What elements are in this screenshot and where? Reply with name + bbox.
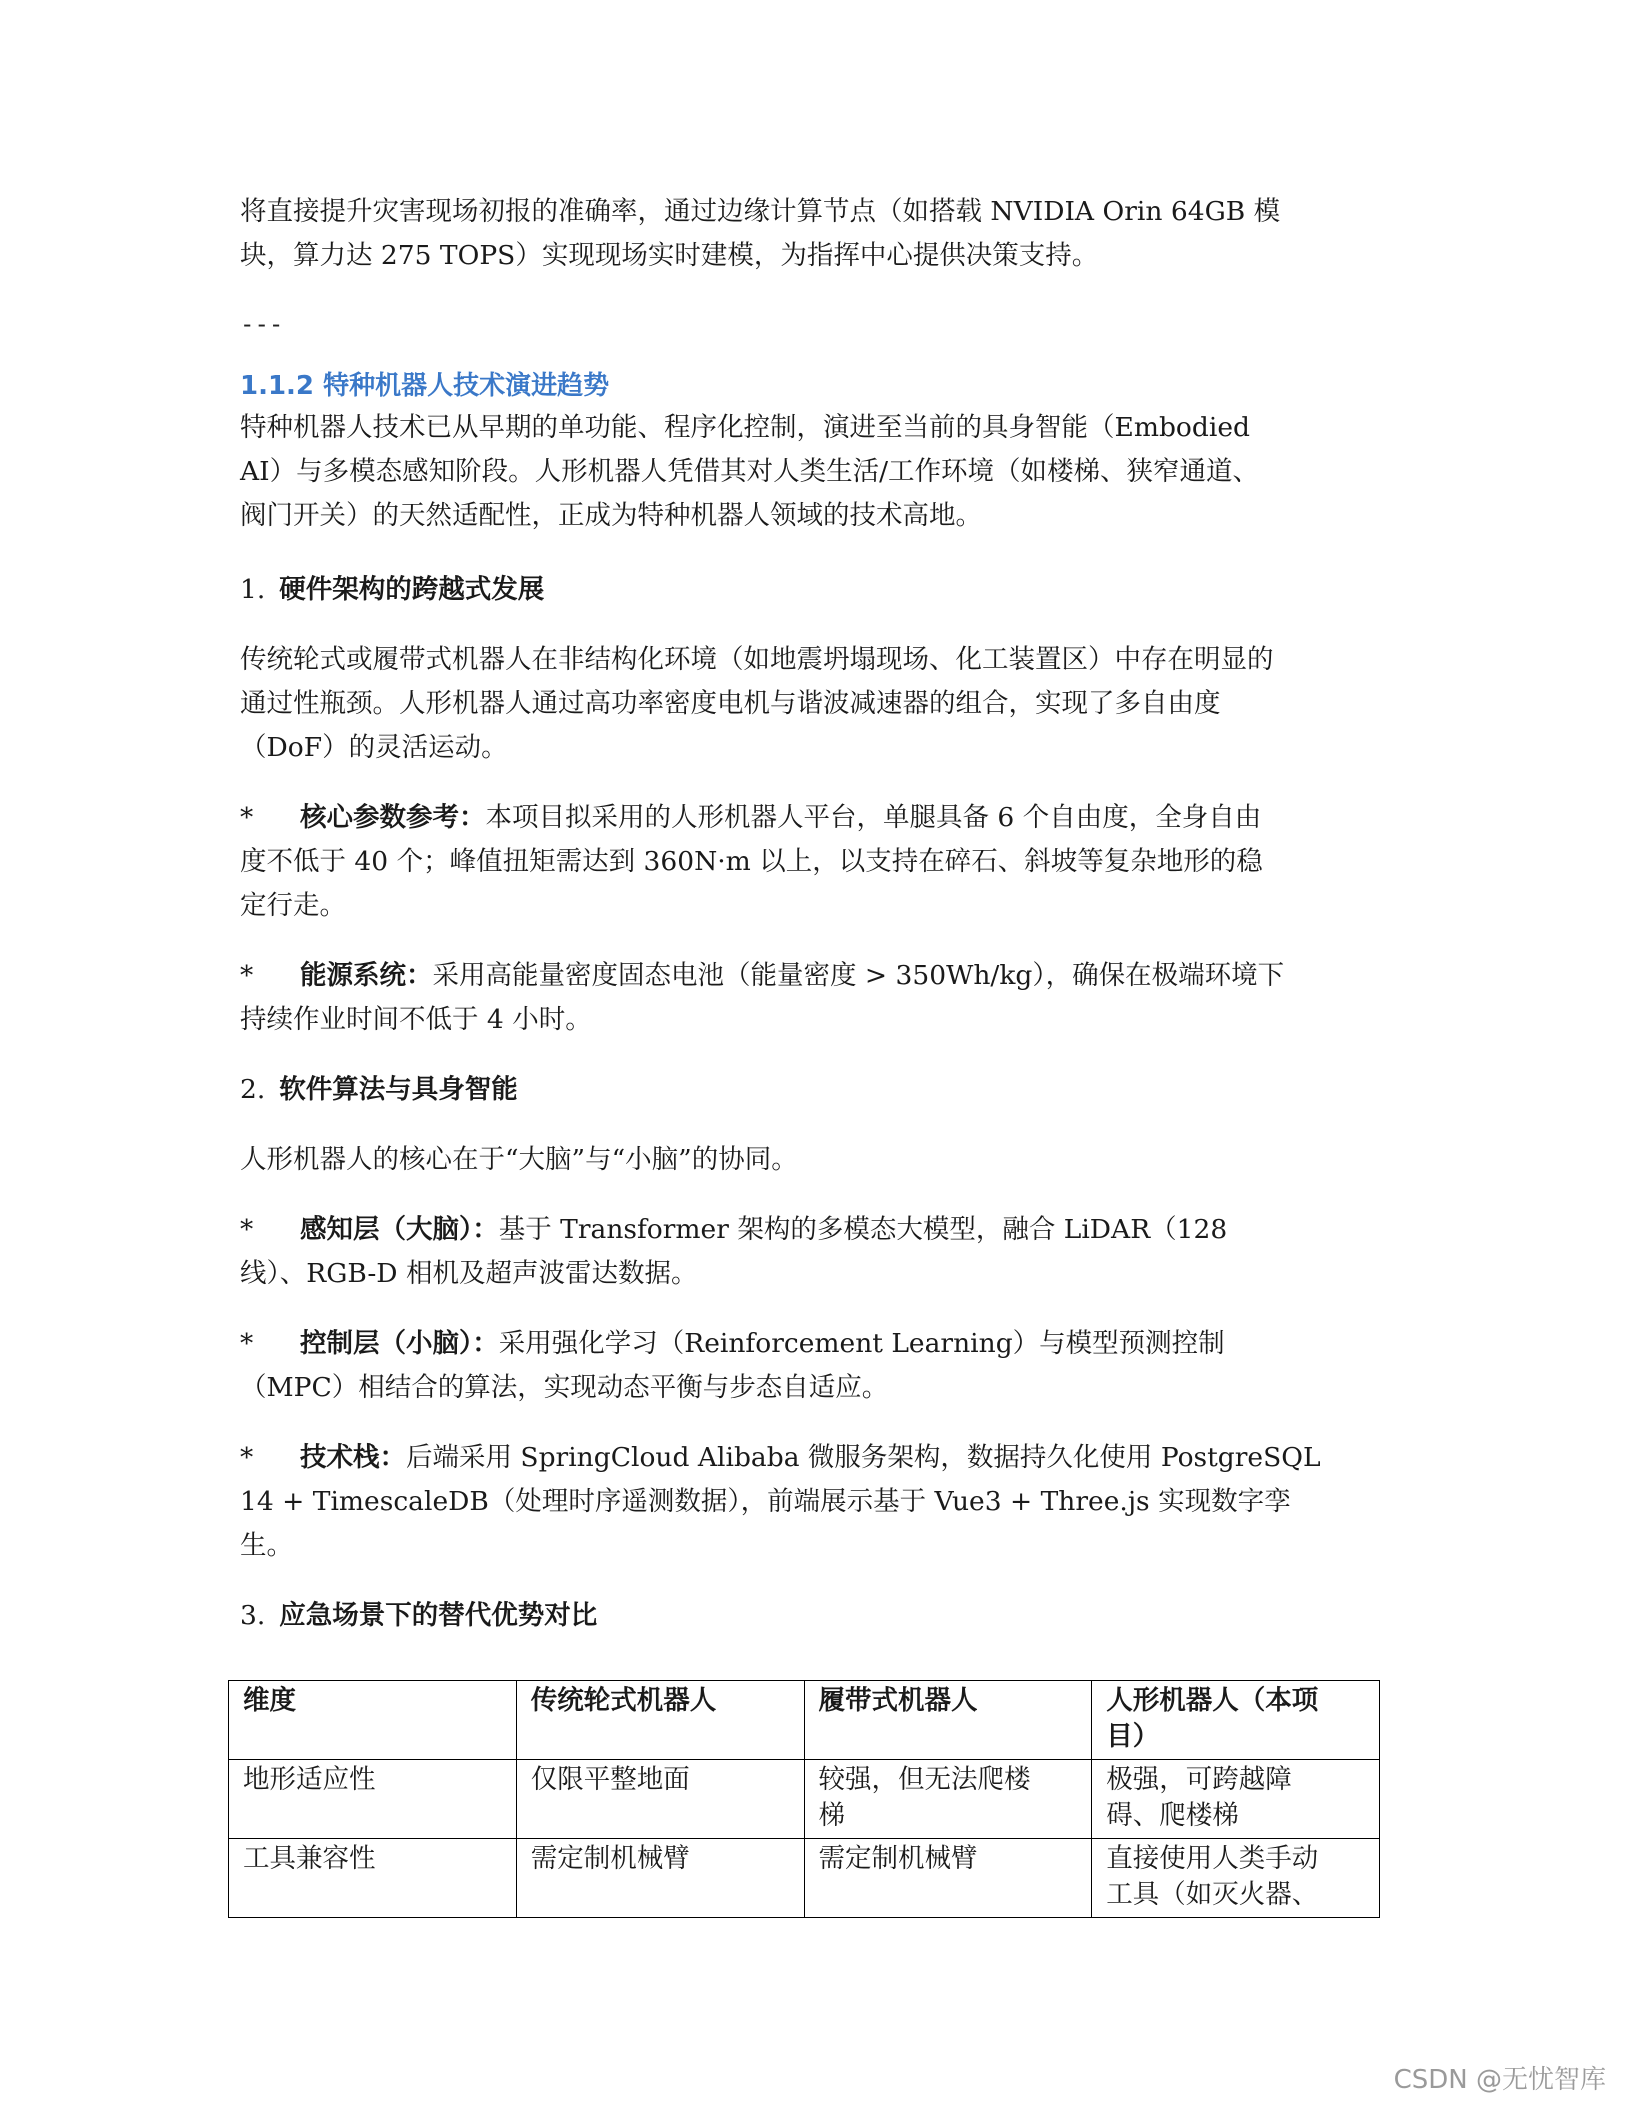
bullet-item <box>240 954 1400 1042</box>
bullet-item <box>240 1322 1400 1410</box>
bullet-text: 持续作业时间不低于 4 小时。 <box>240 1004 592 1035</box>
subsection-heading-2 <box>240 1068 1400 1112</box>
table-cell: 仅限平整地面 <box>516 1760 804 1839</box>
subsection-title: 软件算法与具身智能 <box>279 1074 518 1105</box>
bullet-marker: * <box>240 802 254 833</box>
table-header-row <box>229 1681 1380 1760</box>
bullet-item <box>240 1436 1400 1568</box>
intro-line-2: 块，算力达 275 TOPS）实现现场实时建模，为指挥中心提供决策支持。 <box>240 240 1099 271</box>
bullet-text: （MPC）相结合的算法，实现动态平衡与步态自适应。 <box>240 1372 889 1403</box>
s2-para: 人形机器人的核心在于“大脑”与“小脑”的协同。 <box>240 1144 798 1175</box>
bullet-label: 感知层（大脑）： <box>300 1214 499 1245</box>
subsection-title: 应急场景下的替代优势对比 <box>279 1600 598 1631</box>
bullet-text: 14 + TimescaleDB（处理时序遥测数据），前端展示基于 Vue3 + Three.js 实现数字孪 <box>240 1486 1291 1517</box>
comparison-table <box>228 1680 1380 1918</box>
bullet-text: 基于 Transformer 架构的多模态大模型，融合 LiDAR（128 <box>498 1214 1228 1245</box>
bullet-label: 能源系统： <box>300 960 433 991</box>
bullet-item <box>240 796 1400 928</box>
subsection-title: 硬件架构的跨越式发展 <box>279 574 545 605</box>
table-header-cell: 传统轮式机器人 <box>516 1681 804 1760</box>
bullet-text: 生。 <box>240 1530 293 1561</box>
bullet-marker: * <box>240 1328 254 1359</box>
table-cell: 需定制机械臂 <box>804 1839 1092 1918</box>
table-cell: 工具兼容性 <box>229 1839 517 1918</box>
table-cell: 地形适应性 <box>229 1760 517 1839</box>
bullet-label: 控制层（小脑）： <box>300 1328 499 1359</box>
bullet-marker: * <box>240 1214 254 1245</box>
bullet-label: 技术栈： <box>300 1442 406 1473</box>
s1-para-line-3: （DoF）的灵活运动。 <box>240 732 508 763</box>
bullet-text: 线）、RGB-D 相机及超声波雷达数据。 <box>240 1258 698 1289</box>
document-page <box>240 190 1400 1638</box>
section-intro-line-2: AI）与多模态感知阶段。人形机器人凭借其对人类生活/工作环境（如楼梯、狭窄通道、 <box>240 456 1260 487</box>
section-heading: 1.1.2 特种机器人技术演进趋势 <box>240 371 610 401</box>
subsection-number: 2. <box>240 1074 266 1105</box>
section-intro-line-1: 特种机器人技术已从早期的单功能、程序化控制，演进至当前的具身智能（Embodied <box>240 412 1250 443</box>
table-cell: 极强，可跨越障 碍、爬楼梯 <box>1092 1760 1380 1839</box>
table-cell: 直接使用人类手动 工具（如灭火器、 <box>1092 1839 1380 1918</box>
bullet-text: 本项目拟采用的人形机器人平台，单腿具备 6 个自由度，全身自由 <box>485 802 1262 833</box>
table-row <box>229 1839 1380 1918</box>
bullet-text: 定行走。 <box>240 890 346 921</box>
table-header-cell: 维度 <box>229 1681 517 1760</box>
s1-para-line-2: 通过性瓶颈。人形机器人通过高功率密度电机与谐波减速器的组合，实现了多自由度 <box>240 688 1221 719</box>
section-intro-line-3: 阀门开关）的天然适配性，正成为特种机器人领域的技术高地。 <box>240 500 982 531</box>
bullet-text: 采用强化学习（Reinforcement Learning）与模型预测控制 <box>498 1328 1225 1359</box>
horizontal-rule-text: --- <box>240 310 284 338</box>
s1-para-line-1: 传统轮式或履带式机器人在非结构化环境（如地震坍塌现场、化工装置区）中存在明显的 <box>240 644 1274 675</box>
subsection-heading-3 <box>240 1594 1400 1638</box>
table-header-cell: 人形机器人（本项 目） <box>1092 1681 1380 1760</box>
subsection-number: 3. <box>240 1600 266 1631</box>
subsection-number: 1. <box>240 574 266 605</box>
bullet-text: 度不低于 40 个；峰值扭矩需达到 360N·m 以上，以支持在碎石、斜坡等复杂地形的稳 <box>240 846 1263 877</box>
csdn-watermark: CSDN @无忧智库 <box>1393 2065 1606 2095</box>
bullet-marker: * <box>240 960 254 991</box>
bullet-text: 后端采用 SpringCloud Alibaba 微服务架构，数据持久化使用 PostgreSQL <box>406 1442 1321 1473</box>
table-header-cell: 履带式机器人 <box>804 1681 1092 1760</box>
bullet-label: 核心参数参考： <box>300 802 486 833</box>
intro-line-1: 将直接提升灾害现场初报的准确率，通过边缘计算节点（如搭载 NVIDIA Orin 64GB 模 <box>240 196 1281 227</box>
bullet-text: 采用高能量密度固态电池（能量密度 > 350Wh/kg），确保在极端环境下 <box>432 960 1285 991</box>
bullet-marker: * <box>240 1442 254 1473</box>
table-row <box>229 1760 1380 1839</box>
table-cell: 较强，但无法爬楼 梯 <box>804 1760 1092 1839</box>
bullet-item <box>240 1208 1400 1296</box>
table-cell: 需定制机械臂 <box>516 1839 804 1918</box>
subsection-heading-1 <box>240 568 1400 612</box>
